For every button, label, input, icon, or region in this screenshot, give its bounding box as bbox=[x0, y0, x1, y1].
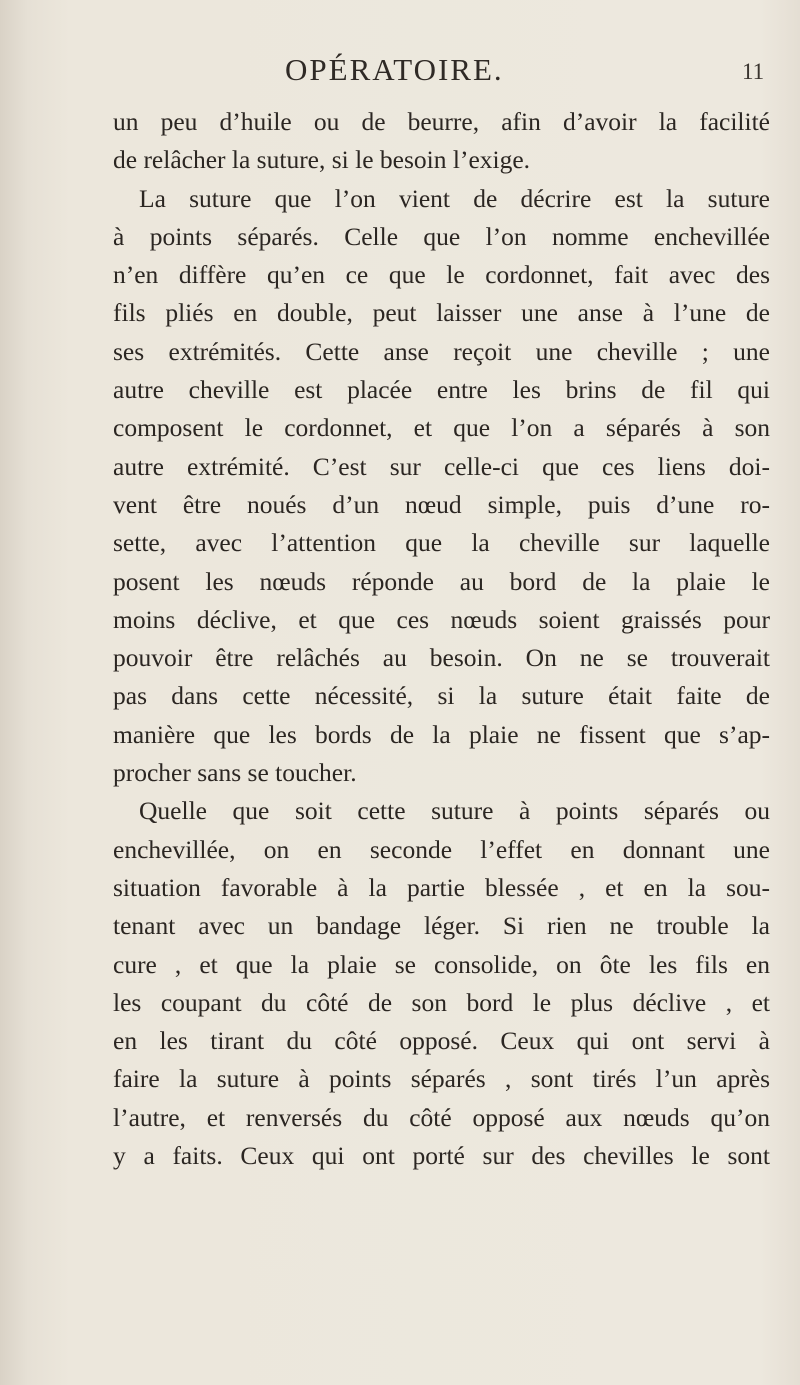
text-line: procher sans se toucher. bbox=[113, 758, 357, 788]
text-line: ses extrémités. Cette anse reçoit une cheville ; une bbox=[113, 336, 770, 366]
text-line: l’autre, et renversés du côté opposé aux nœuds qu’on bbox=[113, 1102, 770, 1132]
text-line: moins déclive, et que ces nœuds soient graissés pour bbox=[113, 604, 770, 634]
text-line: composent le cordonnet, et que l’on a séparés à son bbox=[113, 413, 770, 443]
text-line: Quelle que soit cette suture à points séparés ou bbox=[139, 796, 770, 826]
text-line: cure , et que la plaie se consolide, on ôte les fils en bbox=[113, 949, 770, 979]
text-line: La suture que l’on vient de décrire est la suture bbox=[139, 183, 770, 213]
text-line: faire la suture à points séparés , sont tirés l’un après bbox=[113, 1064, 770, 1094]
text-line: posent les nœuds réponde au bord de la plaie le bbox=[113, 566, 770, 596]
running-title: OPÉRATOIRE. bbox=[285, 52, 504, 87]
text-line: les coupant du côté de son bord le plus déclive , et bbox=[113, 987, 770, 1017]
body-text bbox=[113, 103, 770, 1175]
page-number: 11 bbox=[742, 59, 765, 84]
text-line: y a faits. Ceux qui ont porté sur des chevilles le sont bbox=[113, 1141, 770, 1171]
text-line: autre extrémité. C’est sur celle-ci que ces liens doi- bbox=[113, 451, 770, 481]
text-line: situation favorable à la partie blessée , et en la sou- bbox=[113, 872, 770, 902]
text-line: pas dans cette nécessité, si la suture était faite de bbox=[113, 681, 770, 711]
text-line: en les tirant du côté opposé. Ceux qui ont servi à bbox=[113, 1026, 770, 1056]
text-line: enchevillée, on en seconde l’effet en donnant une bbox=[113, 834, 770, 864]
text-line: un peu d’huile ou de beurre, afin d’avoir la facilité bbox=[113, 107, 770, 136]
text-line: vent être noués d’un nœud simple, puis d’une ro- bbox=[113, 489, 770, 519]
text-line: à points séparés. Celle que l’on nomme enchevillée bbox=[113, 221, 770, 251]
text-line: tenant avec un bandage léger. Si rien ne trouble la bbox=[113, 911, 770, 941]
text-line: de relâcher la suture, si le besoin l’exige. bbox=[113, 145, 531, 175]
text-line: manière que les bords de la plaie ne fissent que s’ap- bbox=[113, 719, 770, 749]
text-line: fils pliés en double, peut laisser une anse à l’une de bbox=[113, 298, 770, 328]
text-line: pouvoir être relâchés au besoin. On ne se trouverait bbox=[113, 643, 770, 673]
running-head bbox=[0, 50, 800, 90]
text-line: sette, avec l’attention que la cheville sur laquelle bbox=[113, 528, 770, 558]
text-line: autre cheville est placée entre les brins de fil qui bbox=[113, 375, 770, 405]
text-line: n’en diffère qu’en ce que le cordonnet, fait avec des bbox=[113, 260, 770, 290]
